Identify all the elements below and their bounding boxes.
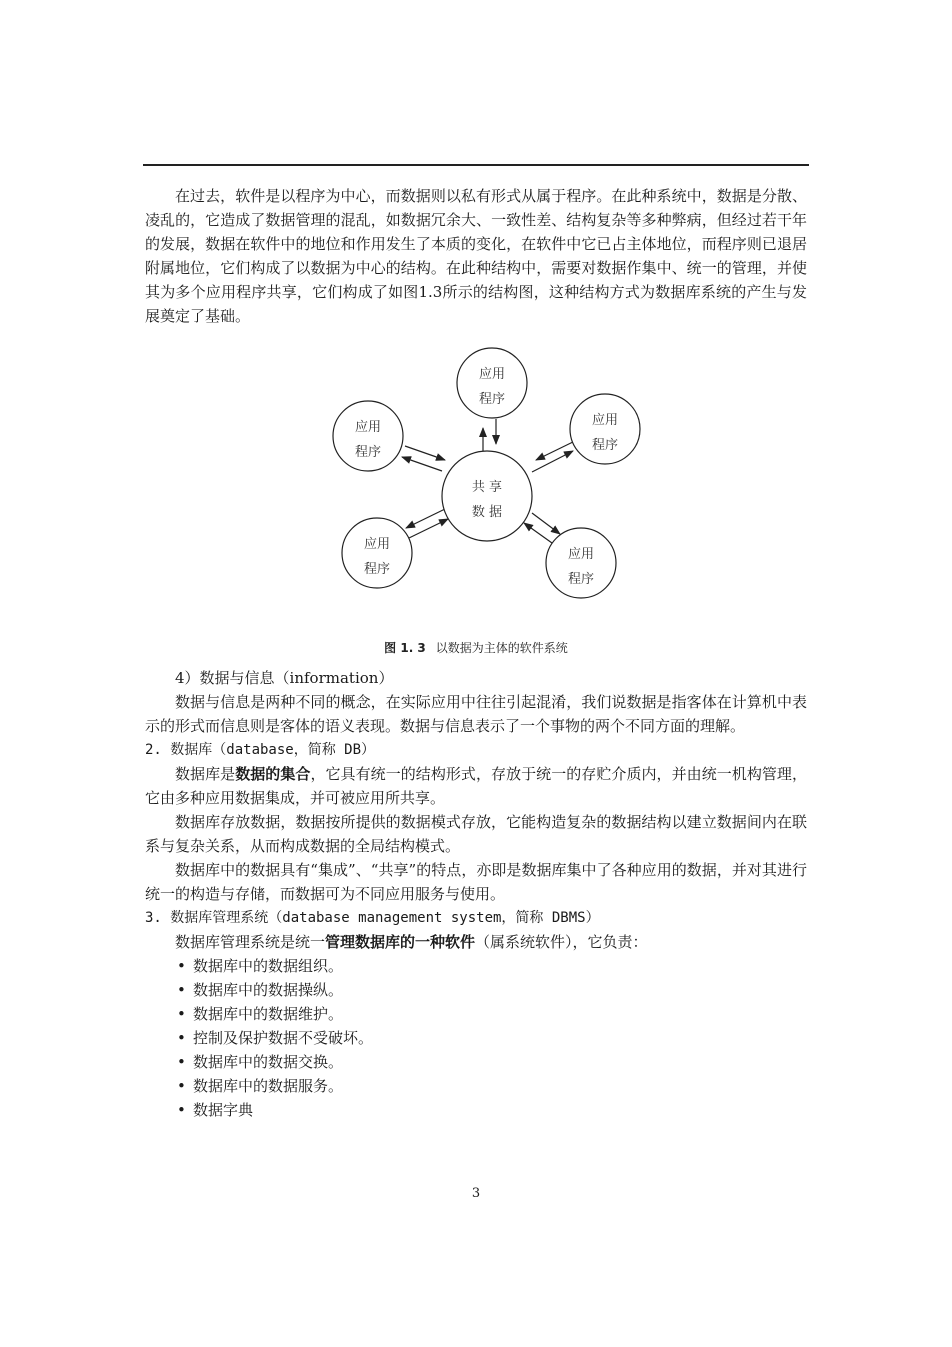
list-item: • 数据库中的数据维护。: [177, 1002, 807, 1026]
app-top-circle: [457, 348, 527, 418]
header-rule: [143, 164, 809, 166]
app-right-upper-label-1: 应用: [591, 413, 619, 428]
app-left-lower-label-2: 程序: [363, 562, 391, 577]
list-item: • 数据库中的数据操纵。: [177, 978, 807, 1002]
arrow-left-lower-to-center: [409, 519, 448, 538]
list-item: • 数据字典: [177, 1098, 807, 1122]
intro-paragraph: 在过去，软件是以程序为中心，而数据则以私有形式从属于程序。在此种系统中，数据是分散、凌乱的，它造成了数据管理的混乱，如数据冗余大、一致性差、结构复杂等多种弊病，但经过若干年的发展，数据在软件中的地位和作用发生了本质的变化，在软件中它已占主体地位，而程序则已退居附属地位，它们构成了以数据为中心的结构。在此种结构中，需要对数据作集中、统一的管理，并使其为多个应用程序共享，它们构成了如图1.3所示的结构图，这种结构方式为数据库系统的产生与发展奠定了基础。: [145, 187, 807, 325]
list-item: • 数据库中的数据组织。: [177, 954, 807, 978]
db-paragraph-1: [145, 762, 807, 810]
page-number: 3: [471, 1186, 481, 1201]
figure-1-3: [145, 334, 807, 630]
caption-number: 图 1. 3: [384, 641, 426, 655]
list-item: • 数据库中的数据交换。: [177, 1050, 807, 1074]
db-heading: 2. 数据库（database，简称 DB）: [145, 742, 376, 758]
caption-text: 以数据为主体的软件系统: [435, 641, 568, 655]
arrow-right-lower-to-center: [524, 523, 552, 543]
dbms-intro-bold: 管理数据库的一种软件: [325, 933, 476, 951]
dbms-intro-end: （属系统软件），它负责：: [475, 933, 648, 951]
app-right-upper-label-2: 程序: [591, 438, 619, 453]
app-right-lower-circle: [546, 528, 616, 598]
page-content: [145, 184, 807, 1122]
list-item: • 数据库中的数据服务。: [177, 1074, 807, 1098]
app-right-lower-label-2: 程序: [567, 572, 595, 587]
app-top-label-1: 应用: [478, 367, 506, 382]
app-right-upper-circle: [570, 394, 640, 464]
arrow-left-upper-to-center: [405, 446, 445, 460]
dbms-heading: 3. 数据库管理系统（database management system，简称 DBMS）: [145, 910, 600, 926]
dbms-duties-list: [145, 954, 807, 1122]
app-left-upper-label-2: 程序: [354, 445, 382, 460]
structure-diagram: [145, 334, 807, 630]
app-top-label-2: 程序: [478, 392, 506, 407]
db-p1-bold: 数据的集合: [235, 765, 311, 783]
db-p1-start: 数据库是: [175, 765, 236, 783]
app-left-lower-label-1: 应用: [363, 537, 391, 552]
dbms-intro: [145, 930, 807, 954]
arrow-center-to-right-upper: [532, 451, 573, 472]
figure-caption: [145, 636, 807, 660]
shared-data-label-2: 数 据: [471, 505, 503, 520]
db-paragraph-3: 数据库中的数据具有“集成”、“共享”的特点，亦即是数据库集中了各种应用的数据，并对其进行统一的构造与存储，而数据可为不同应用服务与使用。: [145, 861, 807, 903]
arrow-center-to-left-lower: [406, 509, 445, 528]
arrow-center-to-right-lower: [532, 513, 560, 534]
arrow-right-upper-to-center: [536, 440, 577, 460]
app-left-upper-circle: [333, 401, 403, 471]
arrow-center-to-left-upper: [402, 457, 442, 471]
db-p1-end: ，它具有统一的结构形式，存放于统一的存贮介质内，并由统一机构管理，它由多种应用数据集成，并可被应用所共享。: [145, 765, 807, 807]
app-left-upper-label-1: 应用: [354, 420, 382, 435]
app-left-lower-circle: [342, 518, 412, 588]
app-right-lower-label-1: 应用: [567, 547, 595, 562]
info-body: 数据与信息是两种不同的概念，在实际应用中往往引起混淆，我们说数据是指客体在计算机中表示的形式而信息则是客体的语义表现。数据与信息表示了一个事物的两个不同方面的理解。: [145, 693, 807, 735]
shared-data-circle: [442, 451, 532, 541]
db-paragraph-2: 数据库存放数据，数据按所提供的数据模式存放，它能构造复杂的数据结构以建立数据间内在联系与复杂关系，从而构成数据的全局结构模式。: [145, 813, 807, 855]
dbms-intro-start: 数据库管理系统是统一: [175, 933, 326, 951]
list-item: • 控制及保护数据不受破坏。: [177, 1026, 807, 1050]
info-heading: 4）数据与信息（information）: [175, 669, 394, 687]
shared-data-label-1: 共 享: [471, 480, 503, 495]
